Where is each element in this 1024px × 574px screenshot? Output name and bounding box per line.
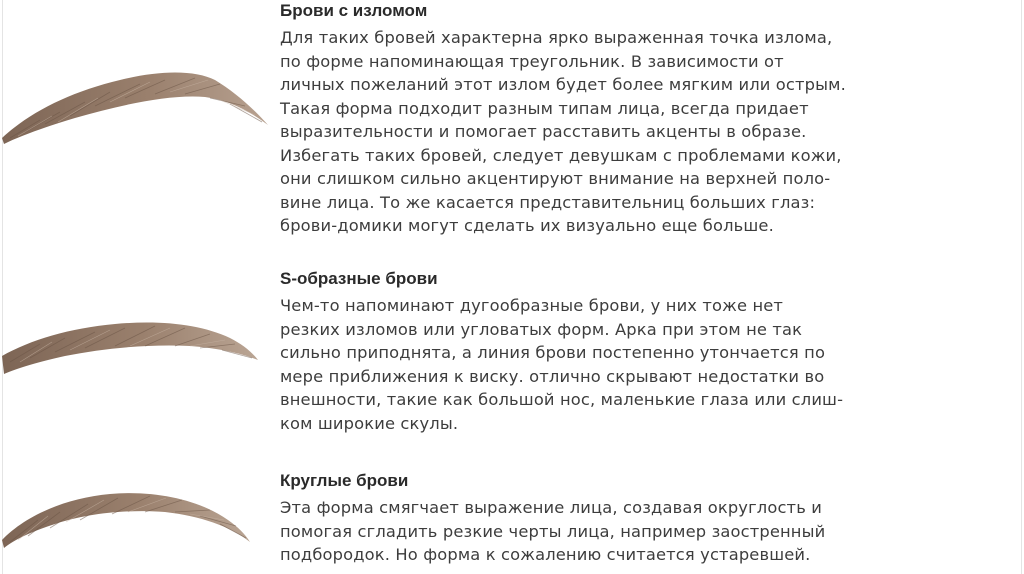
text-line: ком широкие скулы. — [280, 413, 459, 433]
section-title: Брови с изломом — [280, 1, 428, 20]
text-line: подбородок. Но форма к сожалению считается устаревшей. — [280, 545, 811, 564]
section-body — [280, 294, 1005, 435]
angled-eyebrow-illustration — [0, 60, 272, 150]
right-border-line — [1021, 0, 1022, 574]
s-shaped-eyebrow-illustration — [0, 306, 262, 386]
text-line: Избегать таких бровей, следует девушкам с проблемами кожи, — [280, 145, 842, 165]
section-body — [280, 26, 1005, 238]
text-line: по форме напоминающая треугольник. В зависимости от — [280, 51, 784, 71]
text-line: помогая сгладить резкие черты лица, например заостренный — [280, 521, 826, 541]
text-line: выразительности и помогает расставить акценты в образе. — [280, 122, 807, 141]
section-rounded-brows — [280, 470, 1005, 567]
text-line: брови-домики могут сделать их визуально еще больше. — [280, 216, 774, 235]
text-line: Такая форма подходит разным типам лица, всегда придает — [280, 98, 809, 118]
text-line: мере приближения к виску. отлично скрывают недостатки во — [280, 366, 825, 386]
text-line: сильно приподнята, а линия брови постепенно утончается по — [280, 343, 826, 362]
text-line: вине лица. То же касается представительниц больших глаз: — [280, 192, 816, 212]
section-s-shaped-brows — [280, 268, 1005, 435]
text-line: резких изломов или угловатых форм. Арка при этом не так — [280, 319, 803, 339]
text-line: внешности, такие как большой нос, маленькие глаза или слиш- — [280, 390, 844, 409]
text-line: Эта форма смягчает выражение лица, создавая округлость и — [280, 498, 822, 517]
section-title: Круглые брови — [280, 471, 409, 490]
section-body — [280, 496, 1005, 567]
rounded-eyebrow-illustration — [0, 482, 252, 552]
section-angled-brows — [280, 0, 1005, 238]
section-title: S-образные брови — [280, 269, 438, 288]
text-line: Для таких бровей характерна ярко выраженная точка излома, — [280, 28, 833, 47]
text-line: личных пожеланий этот излом будет более мягким или острым. — [280, 75, 846, 94]
text-line: Чем-то напоминают дугообразные брови, у них тоже нет — [280, 296, 784, 315]
text-line: они слишком сильно акцентируют внимание на верхней поло- — [280, 169, 831, 188]
